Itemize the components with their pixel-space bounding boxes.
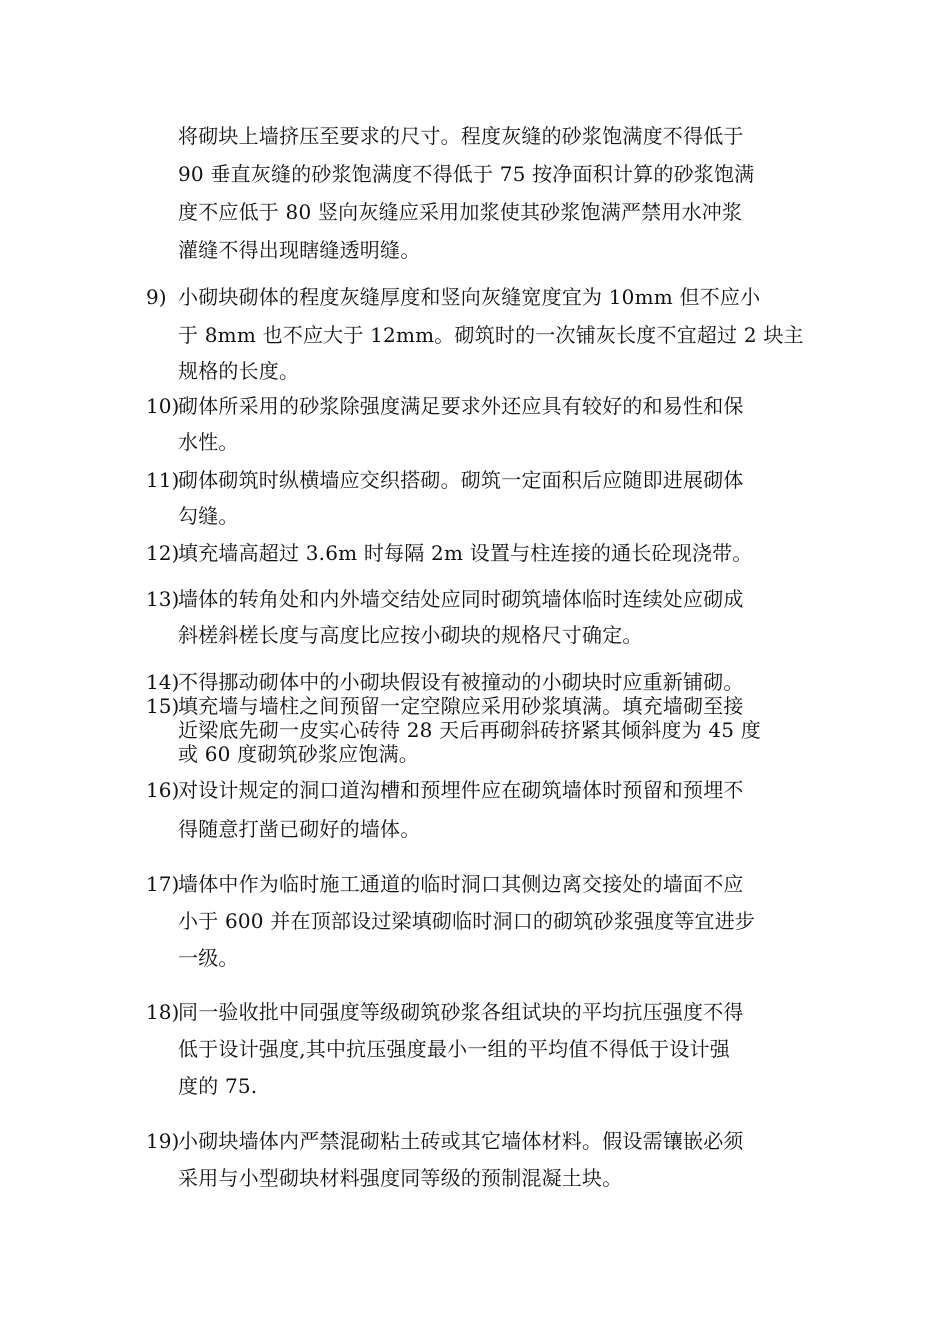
- item-9-number: 9): [146, 285, 167, 309]
- item-18-line-0: 同一验收批中同强度等级砌筑砂浆各组试块的平均抗压强度不得: [178, 1000, 744, 1024]
- item-15-line-1: 近梁底先砌一皮实心砖待 28 天后再砌斜砖挤紧其倾斜度为 45 度: [178, 718, 761, 742]
- item-18-line-1: 低于设计强度,其中抗压强度最小一组的平均值不得低于设计强: [178, 1037, 730, 1061]
- item-18-number: 18): [146, 1000, 180, 1024]
- item-13-line-0: 墙体的转角处和内外墙交结处应同时砌筑墙体临时连续处应砌成: [178, 587, 744, 611]
- item-17-line-0: 墙体中作为临时施工通道的临时洞口其侧边离交接处的墙面不应: [178, 872, 744, 896]
- item-19-number: 19): [146, 1129, 180, 1153]
- item-13-number: 13): [146, 587, 180, 611]
- item-15-number: 15): [146, 694, 180, 718]
- item-10-line-1: 水性。: [178, 430, 239, 454]
- item-12-number: 12): [146, 541, 180, 565]
- para-0-line-1: 90 垂直灰缝的砂浆饱满度不得低于 75 按净面积计算的砂浆饱满: [178, 162, 755, 186]
- item-12-line-0: 填充墙高超过 3.6m 时每隔 2m 设置与柱连接的通长砼现浇带。: [178, 541, 753, 565]
- item-15-line-2: 或 60 度砌筑砂浆应饱满。: [178, 742, 419, 766]
- item-16-line-1: 得随意打凿已砌好的墙体。: [178, 817, 421, 841]
- item-13-line-1: 斜槎斜槎长度与高度比应按小砌块的规格尺寸确定。: [178, 623, 643, 647]
- item-17-line-2: 一级。: [178, 946, 239, 970]
- item-17-line-1: 小于 600 并在顶部设过梁填砌临时洞口的砌筑砂浆强度等宜进步: [178, 909, 756, 933]
- item-9-line-1: 于 8mm 也不应大于 12mm。砌筑时的一次铺灰长度不宜超过 2 块主: [178, 323, 804, 347]
- item-16-number: 16): [146, 778, 180, 802]
- item-14-number: 14): [146, 670, 180, 694]
- item-10-line-0: 砌体所采用的砂浆除强度满足要求外还应具有较好的和易性和保: [178, 394, 744, 418]
- para-0-line-0: 将砌块上墙挤压至要求的尺寸。程度灰缝的砂浆饱满度不得低于: [178, 124, 744, 148]
- item-11-number: 11): [146, 468, 180, 492]
- item-16-line-0: 对设计规定的洞口道沟槽和预埋件应在砌筑墙体时预留和预埋不: [178, 778, 744, 802]
- item-15-line-0: 填充墙与墙柱之间预留一定空隙应采用砂浆填满。填充墙砌至接: [178, 694, 744, 718]
- item-11-line-1: 勾缝。: [178, 504, 239, 528]
- para-0-line-3: 灌缝不得出现瞎缝透明缝。: [178, 238, 421, 262]
- item-19-line-0: 小砌块墙体内严禁混砌粘土砖或其它墙体材料。假设需镶嵌必须: [178, 1129, 744, 1153]
- item-17-number: 17): [146, 872, 180, 896]
- item-19-line-1: 采用与小型砌块材料强度同等级的预制混凝土块。: [178, 1166, 623, 1190]
- item-9-line-0: 小砌块砌体的程度灰缝厚度和竖向灰缝宽度宜为 10mm 但不应小: [178, 285, 761, 309]
- para-0-line-2: 度不应低于 80 竖向灰缝应采用加浆使其砂浆饱满严禁用水冲浆: [178, 200, 743, 224]
- item-10-number: 10): [146, 394, 180, 418]
- item-11-line-0: 砌体砌筑时纵横墙应交织搭砌。砌筑一定面积后应随即进展砌体: [178, 468, 744, 492]
- item-9-line-2: 规格的长度。: [178, 359, 300, 383]
- item-14-line-0: 不得挪动砌体中的小砌块假设有被撞动的小砌块时应重新铺砌。: [178, 670, 744, 694]
- item-18-line-2: 度的 75.: [178, 1074, 258, 1098]
